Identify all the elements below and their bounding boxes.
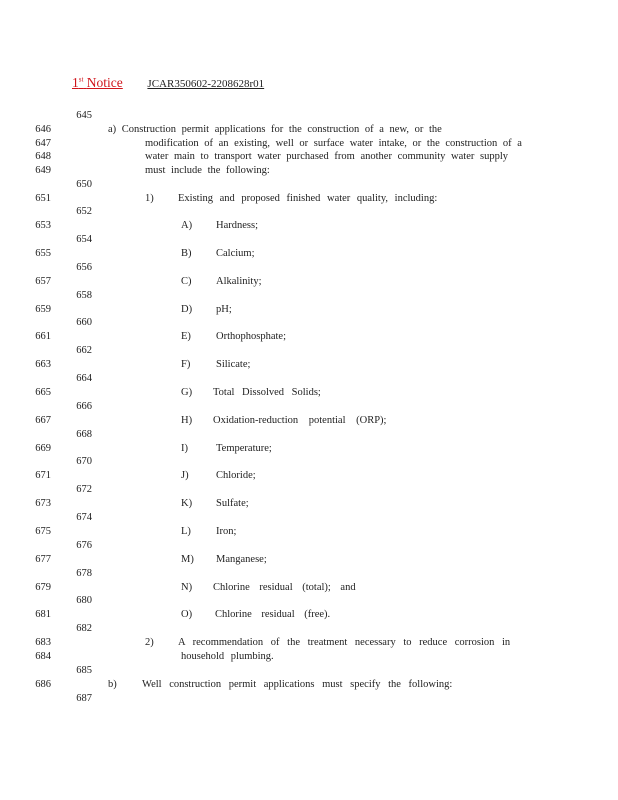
line-number: 685 (76, 665, 92, 676)
subitem-label: I) (181, 443, 188, 454)
subitem-label: H) (181, 415, 193, 426)
subitem-label: C) (181, 276, 192, 287)
subitem-text: Chlorine residual (total); and (213, 582, 356, 593)
subitem-text: Hardness; (216, 220, 258, 231)
subitem-text: Chloride; (216, 470, 256, 481)
subitem-text: pH; (216, 304, 232, 315)
line-number: 648 (35, 151, 51, 162)
subitem-text: Sulfate; (216, 498, 249, 509)
line-number: 657 (35, 276, 51, 287)
section-a-line: must include the following: (145, 165, 270, 176)
subitem-text: Alkalinity; (216, 276, 262, 287)
subitem-text: Manganese; (216, 554, 267, 565)
line-number: 663 (35, 359, 51, 370)
line-number: 666 (76, 401, 92, 412)
line-number: 668 (76, 429, 92, 440)
line-number: 681 (35, 609, 51, 620)
subitem-label: A) (181, 220, 193, 231)
subitem-text: Chlorine residual (free). (215, 609, 331, 620)
line-number: 649 (35, 165, 51, 176)
subitem-text: Calcium; (216, 248, 255, 259)
subitem-label: D) (181, 304, 193, 315)
line-number: 672 (76, 484, 92, 495)
line-number: 682 (76, 623, 92, 634)
line-number: 676 (76, 540, 92, 551)
line-number: 680 (76, 595, 92, 606)
line-number: 646 (35, 124, 51, 135)
line-number: 655 (35, 248, 51, 259)
item-text: A recommendation of the treatment necessary to reduce corrosion in (178, 637, 511, 648)
notice-label: 1st Notice (72, 75, 123, 90)
line-number: 667 (35, 415, 51, 426)
line-number: 656 (76, 262, 92, 273)
subitem-text: Oxidation-reduction potential (ORP); (213, 415, 387, 426)
subitem-label: N) (181, 582, 193, 593)
section-a-line: modification of an existing, well or surface water intake, or the construction of a (145, 138, 522, 149)
line-number: 651 (35, 193, 51, 204)
line-number: 678 (76, 568, 92, 579)
line-number: 662 (76, 345, 92, 356)
line-number: 660 (76, 317, 92, 328)
line-number: 679 (35, 582, 51, 593)
line-number: 686 (35, 679, 51, 690)
line-number: 654 (76, 234, 92, 245)
subitem-label: F) (181, 359, 191, 370)
section-a-line: a) Construction permit applications for the construction of a new, or the (108, 124, 442, 135)
item-text: Existing and proposed finished water quality, including: (178, 193, 438, 204)
subitem-label: O) (181, 609, 193, 620)
subitem-label: L) (181, 526, 191, 537)
line-number: 675 (35, 526, 51, 537)
line-number: 659 (35, 304, 51, 315)
document-header (72, 76, 264, 91)
section-b-label: b) (108, 679, 117, 690)
line-number: 687 (76, 693, 92, 704)
line-number: 645 (76, 110, 92, 121)
item-text: household plumbing. (181, 651, 274, 662)
subitem-label: B) (181, 248, 192, 259)
subitem-label: G) (181, 387, 193, 398)
subitem-text: Silicate; (216, 359, 251, 370)
subitem-label: J) (181, 470, 189, 481)
subitem-text: Total Dissolved Solids; (213, 387, 321, 398)
item-number: 2) (145, 637, 154, 648)
line-number: 674 (76, 512, 92, 523)
document-code: JCAR350602-2208628r01 (147, 78, 265, 90)
subitem-label: K) (181, 498, 193, 509)
line-number: 684 (35, 651, 51, 662)
line-number: 658 (76, 290, 92, 301)
subitem-text: Iron; (216, 526, 237, 537)
section-a-line: water main to transport water purchased from another community water supply (145, 151, 508, 162)
line-number: 661 (35, 331, 51, 342)
line-number: 653 (35, 220, 51, 231)
section-b-text: Well construction permit applications must specify the following: (142, 679, 453, 690)
item-number: 1) (145, 193, 154, 204)
line-number: 665 (35, 387, 51, 398)
line-number: 673 (35, 498, 51, 509)
line-number: 664 (76, 373, 92, 384)
line-number: 683 (35, 637, 51, 648)
subitem-text: Temperature; (216, 443, 272, 454)
line-number: 650 (76, 179, 92, 190)
subitem-label: M) (181, 554, 194, 565)
line-number: 677 (35, 554, 51, 565)
line-number: 670 (76, 456, 92, 467)
line-number: 647 (35, 138, 51, 149)
line-number: 652 (76, 206, 92, 217)
subitem-label: E) (181, 331, 191, 342)
line-number: 671 (35, 470, 51, 481)
line-number: 669 (35, 443, 51, 454)
subitem-text: Orthophosphate; (216, 331, 286, 342)
